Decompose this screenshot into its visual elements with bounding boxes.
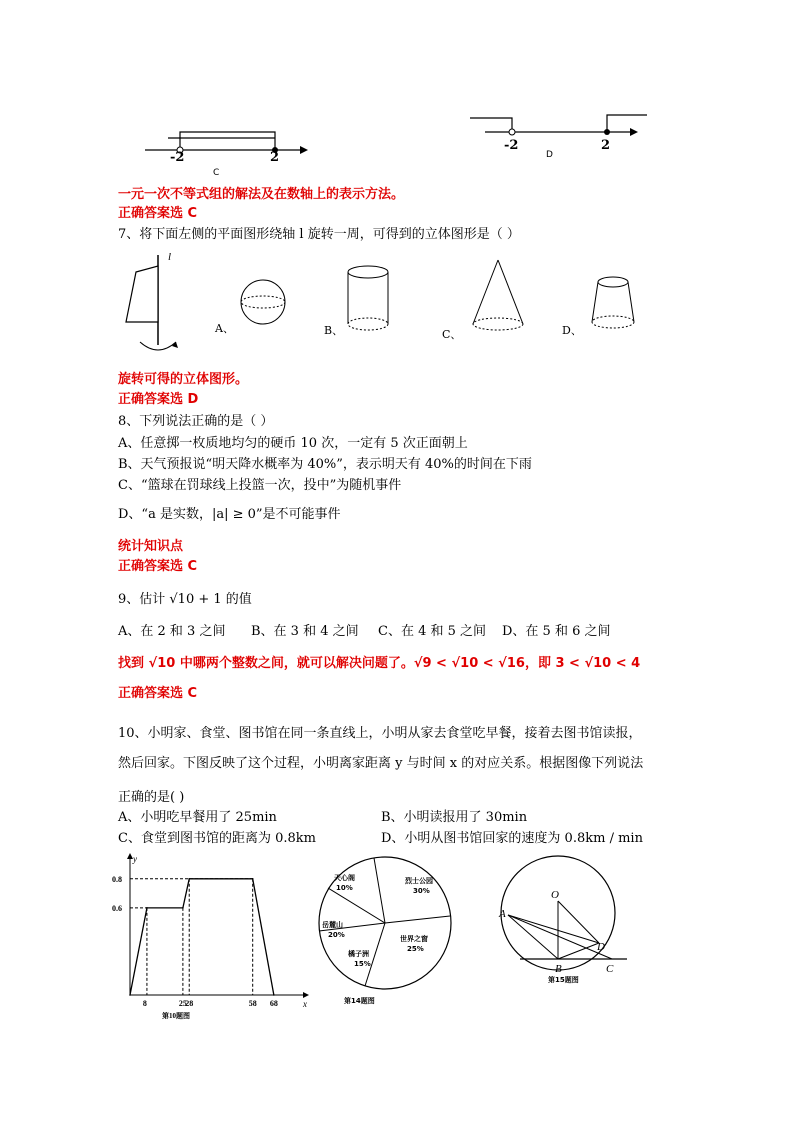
q10-opt-a: A、小明吃早餐用了 25min bbox=[118, 810, 277, 825]
q7-note: 旋转可得的立体图形。 bbox=[118, 372, 249, 387]
pie-divider bbox=[328, 888, 385, 923]
q10-stem-2: 然后回家。下图反映了这个过程，小明离家距离 y 与时间 x 的对应关系。根据图像下列说法 bbox=[118, 756, 644, 771]
y-tick-label: 0.8 bbox=[112, 874, 122, 884]
x-tick-label: 68 bbox=[269, 999, 278, 1008]
number-line-c bbox=[140, 120, 310, 180]
data-point bbox=[273, 994, 275, 996]
y-tick-label: 0.6 bbox=[112, 903, 122, 913]
q10-opt-b: B、小明读报用了 30min bbox=[381, 810, 528, 825]
data-point bbox=[129, 994, 131, 996]
nl-c-right: 2 bbox=[270, 150, 280, 165]
pie-pct: 25% bbox=[407, 945, 424, 953]
data-point bbox=[252, 878, 254, 880]
q9-opt-d: D、在 5 和 6 之间 bbox=[502, 624, 611, 639]
q7-opt-a: A、 bbox=[215, 322, 234, 335]
q9-answer: 正确答案选 C bbox=[118, 686, 198, 701]
pie-pct: 10% bbox=[336, 884, 353, 892]
pie-label: 世界之窗 bbox=[400, 935, 428, 943]
pie-divider bbox=[374, 858, 385, 923]
y-axis-label: y bbox=[133, 854, 137, 864]
q10-stem-1: 10、小明家、食堂、图书馆在同一条直线上，小明从家去食堂吃早餐，接着去图书馆读报， bbox=[118, 726, 642, 741]
q7-stem: 7、将下面左侧的平面图形绕轴 l 旋转一周，可得到的立体图形是（ ） bbox=[118, 227, 520, 242]
q10-opt-c: C、食堂到图书馆的距离为 0.8km bbox=[118, 831, 316, 846]
q7-opt-d: D、 bbox=[562, 324, 582, 337]
x-tick-label: 28 bbox=[185, 999, 194, 1008]
q9-note: 找到 √10 中哪两个整数之间，就可以解决问题了。√9 < √10 < √16，即 3 < √10 < 4 bbox=[118, 656, 641, 671]
nl-d-left: -2 bbox=[504, 138, 519, 153]
pie-label: 天心阁 bbox=[334, 874, 355, 882]
q9-stem: 9、估计 √10 + 1 的值 bbox=[118, 592, 252, 607]
q6-note: 一元一次不等式组的解法及在数轴上的表示方法。 bbox=[118, 187, 405, 202]
q7-opt-b: B、 bbox=[324, 324, 344, 337]
fig-caption: 第15题图 bbox=[548, 976, 579, 984]
nl-c-letter: C bbox=[213, 168, 220, 178]
pie-label: 岳麓山 bbox=[322, 921, 343, 929]
pie-divider bbox=[385, 916, 450, 923]
q7-opt-c: C、 bbox=[442, 328, 462, 341]
nl-d-letter: D bbox=[546, 150, 553, 160]
q7-axis-label: l bbox=[168, 251, 172, 263]
label-a: A bbox=[499, 908, 506, 920]
pie-label: 烈士公园 bbox=[405, 877, 433, 885]
nl-d-right: 2 bbox=[601, 138, 611, 153]
q8-note: 统计知识点 bbox=[118, 539, 184, 554]
q14-pie-chart bbox=[310, 853, 460, 1008]
segment-ab bbox=[508, 915, 558, 959]
nl-c-left: -2 bbox=[170, 150, 185, 165]
q8-opt-d: D、“a 是实数，|a| ≥ 0”是不可能事件 bbox=[118, 507, 341, 522]
pie-pct: 30% bbox=[413, 887, 430, 895]
q9-opt-c: C、在 4 和 5 之间 bbox=[378, 624, 487, 639]
label-d: D bbox=[597, 941, 605, 953]
label-b: B bbox=[555, 963, 562, 975]
q10-stem-3: 正确的是( ) bbox=[118, 790, 185, 805]
q8-answer: 正确答案选 C bbox=[118, 559, 198, 574]
pie-caption: 第14题图 bbox=[344, 997, 375, 1005]
x-axis-label: x bbox=[303, 999, 307, 1009]
data-point bbox=[146, 907, 148, 909]
x-tick-label: 8 bbox=[142, 999, 147, 1008]
data-point bbox=[188, 878, 190, 880]
q7-figures bbox=[118, 250, 658, 360]
pie-pct: 20% bbox=[328, 931, 345, 939]
q8-opt-b: B、天气预报说“明天降水概率为 40%”，表示明天有 40%的时间在下雨 bbox=[118, 457, 532, 472]
q8-stem: 8、下列说法正确的是（ ） bbox=[118, 414, 274, 429]
q15-circle-figure bbox=[495, 853, 635, 993]
label-o: O bbox=[551, 889, 559, 901]
chart-caption: 第10题图 bbox=[162, 1012, 190, 1020]
x-tick-label: 58 bbox=[248, 999, 257, 1008]
q8-opt-a: A、任意掷一枚质地均匀的硬币 10 次，一定有 5 次正面朝上 bbox=[118, 436, 468, 451]
q7-answer: 正确答案选 D bbox=[118, 392, 199, 407]
x-tick-label: 25 bbox=[178, 999, 187, 1008]
data-point bbox=[182, 907, 184, 909]
q8-opt-c: C、“篮球在罚球线上投篮一次，投中”为随机事件 bbox=[118, 478, 402, 493]
q6-answer: 正确答案选 C bbox=[118, 206, 198, 221]
q10-line-chart bbox=[110, 853, 310, 1028]
q9-opt-a: A、在 2 和 3 之间 bbox=[118, 624, 226, 639]
label-c: C bbox=[606, 963, 614, 975]
number-line-d bbox=[465, 110, 650, 155]
q9-opt-b: B、在 3 和 4 之间 bbox=[251, 624, 359, 639]
x-axis-arrow bbox=[303, 992, 309, 998]
pie-pct: 15% bbox=[354, 960, 371, 968]
pie-label: 橘子洲 bbox=[348, 950, 369, 958]
q10-opt-d: D、小明从图书馆回家的速度为 0.8km / min bbox=[381, 831, 643, 846]
